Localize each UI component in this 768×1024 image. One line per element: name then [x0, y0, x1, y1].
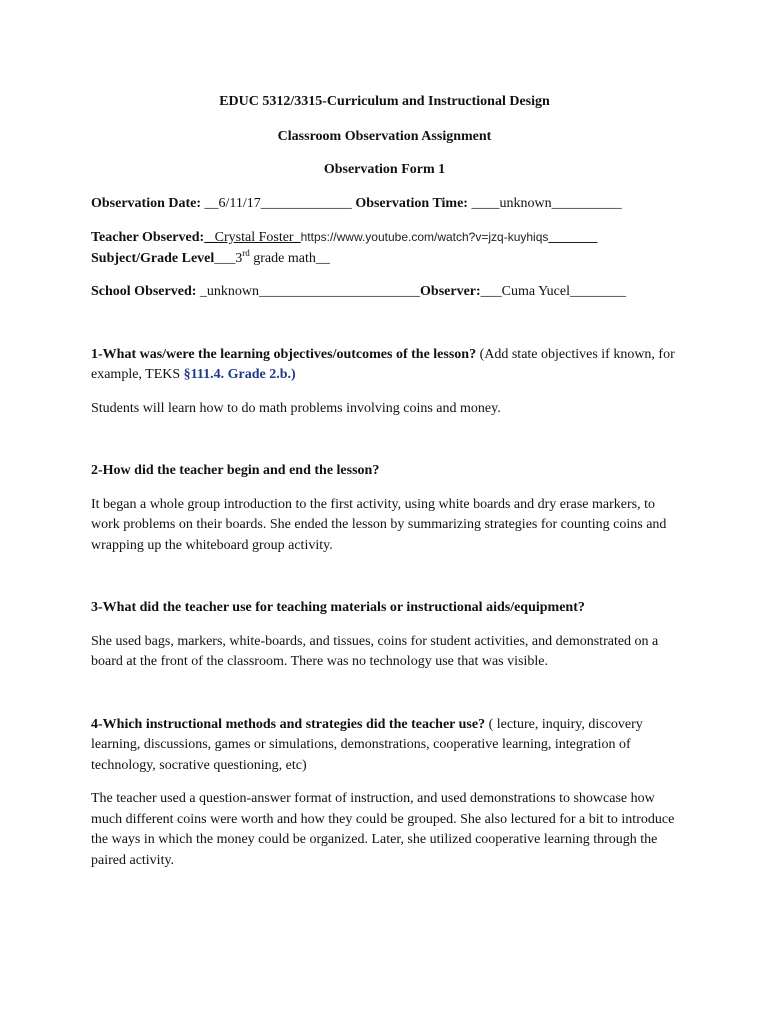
question-2: 2-How did the teacher begin and end the lesson?: [91, 463, 380, 478]
time-value: ____unknown__________: [467, 195, 622, 211]
date-label: Observation Date:: [91, 195, 202, 211]
answer-1: Students will learn how to do math problems involving coins and money.: [91, 400, 501, 416]
subject-line: [91, 249, 678, 270]
subject-label: Subject/Grade Level: [91, 250, 215, 266]
subject-pre: ___3: [214, 250, 243, 266]
observer-label: Observer:: [420, 284, 481, 299]
answer-4: The teacher used a question-answer format of instruction, and used demonstrations to showcase how much different coins were worth and how they could be grouped. She also lectured for a bit to introduce the ways in which the money could be organized. Later, she utilized cooperative learning through the paired activity.: [91, 791, 675, 868]
form-title: Observation Form 1: [323, 162, 446, 177]
teks-link[interactable]: §111.4. Grade 2.b.): [183, 367, 296, 382]
question-3: 3-What did the teacher use for teaching materials or instructional aids/equipment?: [91, 600, 585, 615]
question-4-hint: ( lecture, inquiry, discovery learning, discussions, games or simulations, demonstrations, cooperative learning, integration of technology, socrative questioning, etc): [91, 716, 643, 773]
answer-2: It began a whole group introduction to the first activity, using white boards and dry erase markers, to work problems on their boards. She ended the lesson by summarizing strategies for counting coins and wrapping up the whiteboard group activity.: [91, 496, 667, 553]
teacher-value: _Crystal Foster_: [204, 230, 301, 245]
course-title: EDUC 5312/3315-Curriculum and Instructional Design: [219, 94, 550, 109]
subject-sup: rd: [242, 247, 250, 258]
question-4-text: 4-Which instructional methods and strategies did the teacher use?: [91, 716, 486, 732]
question-1-hint: (Add state objectives if known, for example, TEKS: [91, 346, 675, 382]
question-1-text: 1-What was/were the learning objectives/outcomes of the lesson?: [91, 346, 477, 362]
answer-3: She used bags, markers, white-boards, and tissues, coins for student activities, and demonstrated on a board at the front of the classroom. There was no technology use that was visible.: [91, 633, 659, 669]
school-label: School Observed:: [91, 284, 197, 299]
assignment-title: Classroom Observation Assignment: [277, 128, 492, 144]
observation-date-time-line: [91, 194, 678, 215]
teacher-line: [91, 227, 678, 249]
teacher-url-link[interactable]: https://www.youtube.com/watch?v=jzq-kuyhiqs: [300, 230, 549, 244]
observer-value: ___Cuma Yucel________: [480, 284, 626, 299]
date-value: __6/11/17_____________: [201, 195, 356, 211]
subject-post: grade math__: [249, 250, 330, 266]
teacher-trail: _______: [548, 230, 598, 245]
school-value: _unknown_______________________: [196, 284, 421, 299]
school-observer-line: [91, 282, 678, 303]
question-4: [91, 715, 678, 777]
teacher-label: Teacher Observed:: [91, 230, 205, 245]
time-label: Observation Time:: [355, 195, 468, 211]
question-1: [91, 345, 678, 386]
